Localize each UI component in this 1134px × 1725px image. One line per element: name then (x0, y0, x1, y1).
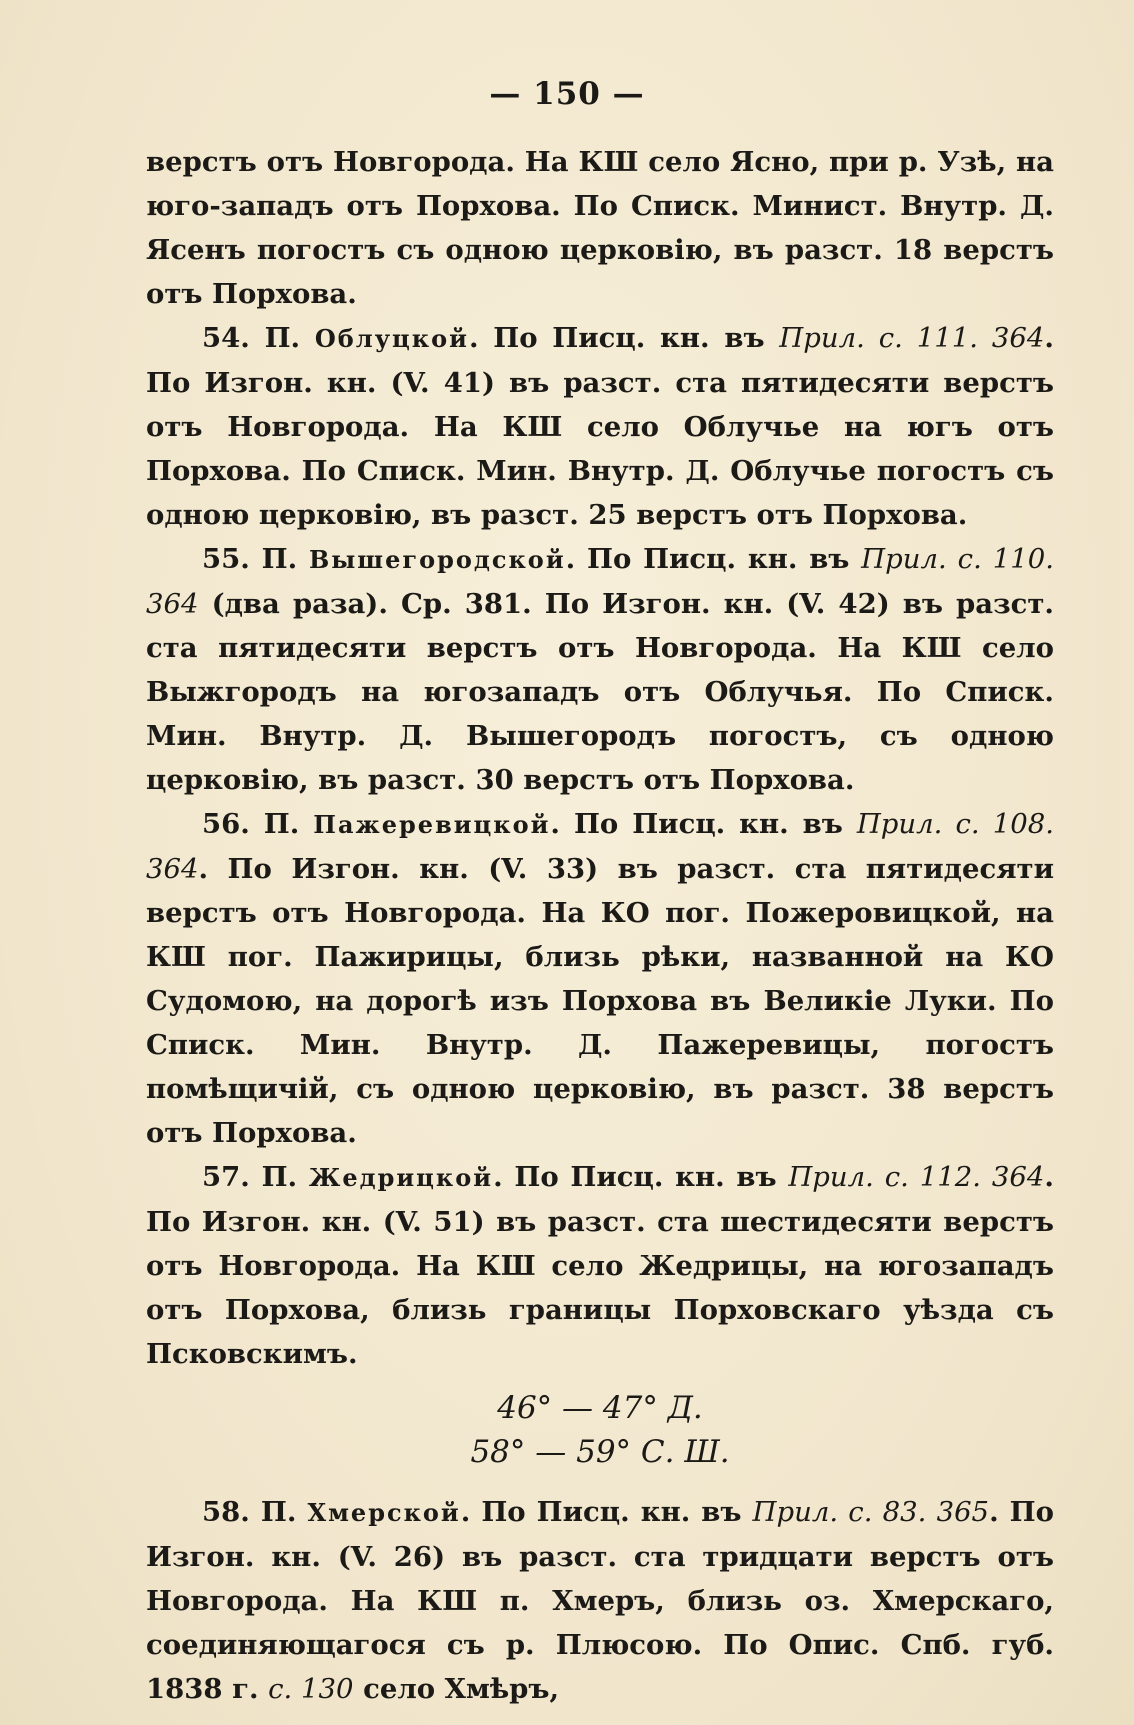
entry-text: (два раза). Ср. 381. По Изгон. кн. (V. 42) въ разст. ста пятидесяти верстъ отъ Новгорода. На КШ село Выжгородъ на югозападъ отъ Облучья. По Списк. Мин. Внутр. Д. Вышегородъ погостъ, съ одною церковію, въ разст. 30 верстъ отъ Порхова. (146, 588, 1054, 796)
entry-number: 57. П. (202, 1161, 309, 1193)
entry-text: . По Изгон. кн. (V. 26) въ разст. ста тридцати верстъ отъ Новгорода. На КШ п. Хмеръ, близь оз. Хмерскаго, соединяющагося съ р. Плюсою. По Опис. Спб. губ. 1838 г. (146, 1496, 1054, 1705)
latitude-range: 58° — 59° С. Ш. (470, 1434, 730, 1470)
citation: Прил. с. 108. 364 (146, 808, 1054, 885)
entry-text: . По Писц. кн. въ (460, 1496, 753, 1528)
paragraph-55 (146, 537, 1054, 802)
entry-number: 55. П. (202, 543, 309, 575)
citation: Прил. с. 112. 364 (788, 1161, 1045, 1193)
coordinates-heading (146, 1386, 1054, 1474)
paragraph-57 (146, 1155, 1054, 1376)
entry-text: . По Писц. кн. въ (493, 1161, 789, 1193)
entry-number: 56. П. (202, 808, 314, 840)
citation: Прил. с. 83. 365 (752, 1496, 990, 1528)
entry-text: . По Писц. кн. въ (565, 543, 862, 575)
entry-name: Пажеревицкой (313, 810, 551, 839)
citation: с. 130 (268, 1673, 354, 1705)
entry-text: . По Писц. кн. въ (468, 322, 780, 354)
paragraph-continued: верстъ отъ Новгорода. На КШ село Ясно, при р. Узѣ, на юго-западъ отъ Порхова. По Списк. Минист. Внутр. Д. Ясенъ погостъ съ одною церковію, въ разст. 18 верстъ отъ Порхова. (146, 146, 1054, 310)
entry-text: . По Писц. кн. въ (550, 808, 857, 840)
paragraph-56 (146, 802, 1054, 1155)
entry-number: 54. П. (202, 322, 315, 354)
paragraph-58 (146, 1490, 1054, 1711)
citation: Прил. с. 110. 364 (146, 543, 1054, 620)
entry-name: Вышегородской (308, 545, 566, 574)
citation: Прил. с. 111. 364 (779, 322, 1045, 354)
entry-name: Облуцкой (314, 324, 469, 353)
entry-number: 58. П. (202, 1496, 308, 1528)
entry-text: . По Изгон. кн. (V. 33) въ разст. ста пятидесяти верстъ отъ Новгорода. На КО пог. Пожеровицкой, на КШ пог. Пажирицы, близь рѣки, названной на КО Судомою, на дорогѣ изъ Порхова въ Великіе Луки. По Списк. Мин. Внутр. Д. Пажеревицы, погостъ помѣщичій, съ одною церковію, въ разст. 38 верстъ отъ Порхова. (146, 853, 1054, 1149)
entry-text: . По Изгон. кн. (V. 51) въ разст. ста шестидесяти верстъ отъ Новгорода. На КШ село Жедрицы, на югозападъ отъ Порхова, близь границы Порховскаго уѣзда съ Псковскимъ. (146, 1161, 1054, 1370)
paragraph-54 (146, 316, 1054, 537)
entry-text: село Хмѣръ, (353, 1673, 560, 1705)
entry-text: . По Изгон. кн. (V. 41) въ разст. ста пятидесяти верстъ отъ Новгорода. На КШ село Облучье на югъ отъ Порхова. По Списк. Мин. Внутр. Д. Облучье погостъ съ одною церковію, въ разст. 25 верстъ отъ Порхова. (146, 322, 1054, 531)
entry-name: Жедрицкой (308, 1163, 494, 1192)
page-body (146, 140, 1054, 1711)
entry-name: Хмерской (307, 1498, 461, 1527)
page-number: — 150 — (489, 76, 645, 112)
longitude-range: 46° — 47° Д. (497, 1390, 703, 1426)
